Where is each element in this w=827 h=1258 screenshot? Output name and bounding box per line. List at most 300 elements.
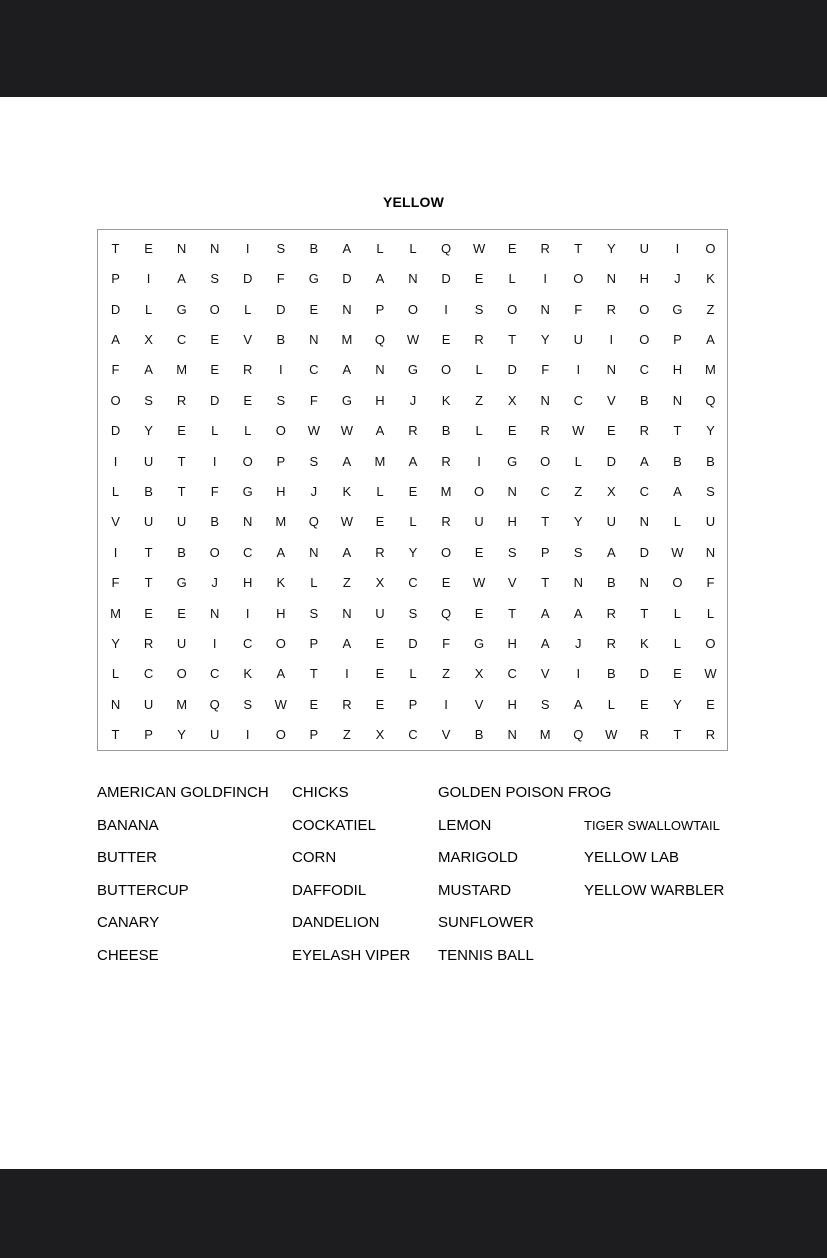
grid-letter: L: [144, 301, 153, 317]
grid-letter: X: [474, 666, 484, 682]
grid-letter: D: [110, 301, 121, 317]
grid-letter: V: [606, 392, 616, 408]
grid-letter: L: [310, 575, 318, 591]
grid-letter: O: [705, 240, 716, 256]
grid-letter: G: [176, 575, 187, 591]
grid-letter: L: [376, 483, 384, 499]
grid-letter: Y: [144, 423, 153, 439]
grid-letter: F: [541, 362, 550, 378]
grid-letter: K: [276, 575, 286, 591]
grid-letter: C: [408, 575, 418, 591]
word-item: YELLOW WARBLER: [584, 881, 725, 899]
grid-letter: E: [375, 696, 385, 712]
grid-letter: N: [176, 240, 187, 256]
grid-letter: A: [276, 544, 286, 560]
grid-letter: C: [540, 483, 550, 499]
grid-letter: N: [309, 331, 319, 347]
grid-letter: V: [441, 727, 451, 743]
grid-letter: C: [176, 331, 187, 347]
grid-letter: S: [309, 453, 319, 469]
grid-letter: G: [308, 271, 319, 287]
grid-letter: E: [177, 423, 186, 439]
grid-letter: E: [144, 240, 153, 256]
grid-letter: W: [307, 423, 320, 439]
grid-letter: A: [673, 483, 682, 499]
grid-letter: L: [244, 423, 252, 439]
grid-letter: N: [606, 362, 616, 378]
grid-letter: M: [341, 331, 353, 347]
grid-letter: U: [209, 727, 220, 743]
grid-letter: M: [275, 514, 287, 530]
word-item: CORN: [292, 849, 337, 867]
grid-letter: G: [341, 392, 352, 408]
grid-letter: E: [441, 331, 451, 347]
grid-letter: Y: [606, 240, 616, 256]
grid-letter: T: [508, 605, 517, 621]
grid-letter: C: [209, 666, 220, 682]
grid-letter: L: [508, 271, 516, 287]
grid-letter: B: [276, 331, 286, 347]
grid-letter: G: [672, 301, 683, 317]
grid-letter: Y: [177, 727, 186, 743]
grid-letter: O: [275, 423, 286, 439]
grid-letter: L: [706, 605, 715, 621]
grid-letter: E: [210, 331, 220, 347]
grid-letter: J: [310, 483, 318, 499]
grid-letter: A: [706, 331, 715, 347]
grid-letter: G: [407, 362, 419, 378]
grid-letter: D: [639, 544, 650, 560]
grid-letter: M: [374, 453, 386, 469]
grid-letter: G: [507, 453, 518, 469]
grid-letter: R: [705, 727, 716, 743]
grid-letter: Y: [540, 331, 550, 347]
grid-letter: N: [507, 727, 517, 743]
grid-letter: W: [472, 575, 486, 591]
grid-letter: B: [640, 392, 649, 408]
grid-letter: P: [144, 727, 153, 743]
grid-letter: W: [572, 423, 585, 439]
grid-letter: L: [475, 423, 483, 439]
grid-letter: H: [507, 636, 517, 652]
bottom-dark-bar: [0, 1169, 827, 1258]
grid-letter: M: [539, 727, 551, 743]
grid-letter: S: [540, 696, 550, 712]
grid-letter: T: [508, 331, 517, 347]
grid-letter: R: [540, 423, 550, 439]
word-item: SUNFLOWER: [438, 914, 534, 932]
grid-letter: R: [639, 727, 650, 743]
grid-letter: I: [609, 331, 614, 347]
grid-letter: D: [606, 453, 616, 469]
grid-letter: T: [640, 605, 649, 621]
grid-letter: P: [375, 301, 385, 317]
word-item: CHICKS: [292, 784, 349, 801]
grid-letter: O: [110, 392, 121, 408]
grid-letter: I: [245, 240, 250, 256]
grid-letter: L: [475, 362, 483, 378]
grid-letter: O: [639, 301, 650, 317]
grid-letter: R: [639, 423, 650, 439]
grid-letter: C: [639, 362, 650, 378]
word-item: AMERICAN GOLDFINCH: [97, 784, 269, 801]
grid-letter: S: [507, 544, 517, 560]
grid-letter: A: [606, 544, 616, 560]
grid-letter: U: [143, 696, 154, 712]
grid-letter: N: [540, 392, 550, 408]
grid-letter: R: [606, 605, 616, 621]
grid-letter: I: [576, 666, 581, 682]
grid-letter: F: [276, 271, 285, 287]
grid-letter: I: [444, 696, 448, 712]
grid-letter: I: [212, 453, 217, 469]
grid-letter: I: [212, 636, 217, 652]
grid-letter: L: [376, 240, 384, 256]
grid-letter: T: [673, 423, 682, 439]
grid-letter: C: [408, 727, 418, 743]
grid-letter: L: [409, 240, 417, 256]
word-item: [584, 782, 724, 815]
grid-letter: D: [507, 362, 517, 378]
grid-letter: W: [340, 423, 354, 439]
grid-letter: L: [409, 514, 417, 530]
grid-letter: K: [243, 666, 253, 682]
grid-letter: U: [639, 240, 650, 256]
grid-letter: S: [243, 696, 253, 712]
grid-letter: W: [605, 727, 618, 743]
grid-letter: I: [576, 362, 581, 378]
letter-grid: [97, 229, 728, 751]
grid-letter: S: [276, 392, 286, 408]
grid-letter: X: [606, 483, 616, 499]
grid-letter: D: [408, 636, 418, 652]
grid-letter: N: [110, 696, 121, 712]
grid-letter: J: [674, 271, 681, 287]
grid-letter: H: [375, 392, 385, 408]
grid-letter: Z: [574, 483, 583, 499]
grid-letter: G: [176, 301, 187, 317]
grid-letter: A: [342, 544, 352, 560]
grid-letter: N: [209, 240, 220, 256]
grid-letter: B: [210, 514, 220, 530]
grid-letter: R: [474, 331, 484, 347]
grid-letter: E: [673, 666, 682, 682]
grid-letter: F: [111, 362, 120, 378]
grid-letter: O: [407, 301, 419, 317]
word-item: LEMON: [438, 816, 492, 834]
grid-letter: A: [540, 636, 550, 652]
grid-letter: D: [342, 271, 352, 287]
grid-letter: V: [243, 331, 253, 347]
grid-letter: E: [408, 483, 418, 499]
grid-letter: H: [672, 362, 683, 378]
grid-letter: L: [211, 423, 219, 439]
grid-letter: U: [573, 331, 583, 347]
word-item: GOLDEN POISON FROG: [438, 784, 612, 801]
grid-letter: C: [573, 392, 583, 408]
word-item: EYELASH VIPER: [292, 946, 411, 964]
grid-letter: E: [640, 696, 649, 712]
grid-letter: E: [375, 514, 385, 530]
grid-letter: A: [276, 666, 286, 682]
grid-letter: P: [309, 727, 319, 743]
grid-letter: K: [640, 636, 649, 652]
grid-letter: I: [278, 362, 283, 378]
word-item: MUSTARD: [438, 881, 512, 899]
grid-letter: F: [309, 392, 318, 408]
puzzle-title: YELLOW: [382, 194, 445, 210]
grid-letter: A: [408, 453, 418, 469]
grid-letter: B: [441, 423, 451, 439]
grid-letter: W: [340, 514, 354, 530]
grid-letter: Y: [706, 423, 715, 439]
grid-letter: I: [543, 271, 548, 287]
grid-letter: E: [474, 544, 484, 560]
grid-letter: H: [276, 483, 286, 499]
grid-letter: M: [176, 362, 188, 378]
grid-letter: B: [177, 544, 186, 560]
grid-letter: T: [111, 240, 120, 256]
grid-letter: N: [639, 514, 650, 530]
grid-letter: C: [243, 544, 253, 560]
grid-letter: V: [540, 666, 550, 682]
grid-letter: L: [244, 301, 252, 317]
grid-letter: W: [704, 666, 717, 682]
grid-letter: F: [442, 636, 451, 652]
grid-letter: O: [209, 301, 220, 317]
grid-letter: S: [309, 605, 319, 621]
grid-letter: L: [574, 453, 582, 469]
grid-letter: I: [113, 453, 118, 469]
grid-letter: C: [143, 666, 154, 682]
grid-letter: R: [143, 636, 154, 652]
grid-letter: F: [210, 483, 219, 499]
grid-letter: N: [672, 392, 683, 408]
grid-letter: K: [441, 392, 451, 408]
grid-letter: E: [210, 362, 220, 378]
grid-letter: T: [309, 666, 318, 682]
grid-letter: Y: [573, 514, 583, 530]
grid-letter: X: [375, 727, 385, 743]
grid-letter: E: [177, 605, 186, 621]
grid-letter: R: [408, 423, 418, 439]
grid-letter: T: [574, 240, 583, 256]
grid-letter: I: [146, 271, 151, 287]
grid-letter: E: [507, 423, 517, 439]
grid-letter: K: [706, 271, 715, 287]
grid-letter: M: [176, 696, 188, 712]
grid-letter: L: [607, 696, 615, 712]
puzzle-page: [0, 97, 827, 1169]
grid-letter: C: [309, 362, 319, 378]
grid-letter: G: [474, 636, 485, 652]
grid-letter: N: [309, 544, 319, 560]
grid-letter: B: [706, 453, 715, 469]
grid-letter: E: [474, 271, 484, 287]
grid-letter: A: [111, 331, 120, 347]
grid-letter: T: [541, 514, 550, 530]
grid-letter: F: [111, 575, 120, 591]
grid-letter: B: [474, 727, 484, 743]
grid-letter: S: [573, 544, 583, 560]
grid-letter: C: [507, 666, 517, 682]
grid-letter: F: [706, 575, 715, 591]
grid-letter: O: [672, 575, 683, 591]
grid-letter: B: [309, 240, 319, 256]
grid-letter: H: [243, 575, 253, 591]
grid-letter: E: [309, 301, 319, 317]
word-item: COCKATIEL: [292, 816, 376, 834]
grid-letter: I: [477, 453, 481, 469]
word-item: CANARY: [97, 914, 160, 932]
grid-letter: P: [540, 544, 550, 560]
grid-letter: R: [342, 696, 352, 712]
grid-letter: S: [210, 271, 220, 287]
grid-letter: A: [375, 423, 385, 439]
word-item: DAFFODIL: [292, 881, 367, 899]
grid-letter: S: [474, 301, 484, 317]
grid-letter: M: [110, 605, 121, 621]
grid-letter: N: [606, 271, 616, 287]
grid-letter: Z: [706, 301, 715, 317]
grid-letter: A: [342, 240, 352, 256]
grid-letter: J: [409, 392, 417, 408]
word-item: DANDELION: [292, 914, 380, 932]
grid-letter: O: [507, 301, 518, 317]
grid-letter: N: [573, 575, 583, 591]
grid-letter: X: [375, 575, 385, 591]
grid-letter: E: [144, 605, 153, 621]
word-item: MARIGOLD: [438, 849, 519, 867]
grid-letter: R: [375, 544, 385, 560]
grid-letter: B: [606, 666, 616, 682]
grid-letter: S: [144, 392, 153, 408]
grid-letter: A: [342, 636, 352, 652]
grid-letter: T: [673, 727, 682, 743]
grid-letter: A: [144, 362, 153, 378]
grid-letter: L: [673, 605, 682, 621]
grid-letter: J: [211, 575, 218, 591]
grid-letter: B: [606, 575, 616, 591]
grid-letter: P: [309, 636, 319, 652]
grid-letter: R: [540, 240, 550, 256]
grid-letter: O: [209, 544, 220, 560]
grid-letter: C: [243, 636, 253, 652]
grid-letter: K: [342, 483, 352, 499]
grid-letter: H: [507, 696, 517, 712]
grid-letter: T: [144, 544, 153, 560]
grid-letter: N: [375, 362, 385, 378]
grid-letter: Z: [342, 727, 351, 743]
grid-letter: E: [441, 575, 451, 591]
grid-letter: W: [274, 696, 287, 712]
grid-letter: E: [375, 636, 385, 652]
grid-letter: A: [342, 362, 352, 378]
grid-letter: L: [111, 483, 120, 499]
grid-letter: R: [176, 392, 187, 408]
grid-letter: U: [143, 453, 154, 469]
grid-letter: Q: [440, 605, 452, 621]
grid-letter: E: [706, 696, 715, 712]
grid-letter: U: [143, 514, 154, 530]
grid-letter: S: [706, 483, 715, 499]
grid-letter: W: [406, 331, 420, 347]
grid-letter: U: [705, 514, 716, 530]
grid-letter: P: [276, 453, 286, 469]
grid-letter: D: [243, 271, 253, 287]
word-item: BUTTERCUP: [97, 881, 189, 899]
word-column-4: [584, 782, 724, 912]
grid-letter: V: [507, 575, 517, 591]
word-item: CHEESE: [97, 946, 159, 964]
grid-letter: Q: [705, 392, 716, 408]
word-item: TIGER SWALLOWTAIL: [584, 817, 720, 833]
grid-letter: Q: [440, 240, 452, 256]
top-dark-bar: [0, 0, 827, 97]
grid-letter: O: [176, 666, 187, 682]
grid-letter: Y: [111, 636, 120, 652]
grid-letter: N: [507, 483, 517, 499]
grid-letter: O: [275, 636, 286, 652]
grid-letter: D: [276, 301, 286, 317]
grid-letter: X: [507, 392, 517, 408]
grid-letter: T: [111, 727, 120, 743]
grid-letter: N: [209, 605, 220, 621]
grid-letter: N: [705, 544, 716, 560]
grid-letter: O: [705, 636, 716, 652]
word-list: [97, 782, 737, 982]
grid-letter: W: [671, 544, 684, 560]
grid-letter: Z: [475, 392, 484, 408]
grid-letter: O: [573, 271, 584, 287]
grid-letter: G: [242, 483, 253, 499]
grid-letter: Q: [209, 696, 220, 712]
grid-letter: N: [243, 514, 253, 530]
grid-letter: I: [113, 544, 118, 560]
grid-letter: L: [673, 636, 682, 652]
grid-letter: B: [673, 453, 682, 469]
grid-letter: Q: [308, 514, 319, 530]
grid-letter: R: [606, 636, 616, 652]
word-item: YELLOW LAB: [584, 849, 680, 867]
grid-letter: N: [540, 301, 550, 317]
grid-letter: U: [375, 605, 385, 621]
grid-letter: Z: [442, 666, 451, 682]
grid-letter: C: [639, 483, 650, 499]
grid-letter: U: [606, 514, 616, 530]
grid-letter: R: [243, 362, 253, 378]
grid-letter: Q: [573, 727, 584, 743]
grid-letter: O: [440, 362, 452, 378]
grid-letter: A: [640, 453, 649, 469]
grid-letter: W: [472, 240, 486, 256]
grid-letter: M: [440, 483, 452, 499]
word-column-2: [292, 782, 410, 978]
grid-letter: S: [276, 240, 286, 256]
grid-letter: E: [375, 666, 385, 682]
grid-letter: S: [408, 605, 418, 621]
grid-letter: T: [541, 575, 550, 591]
grid-letter: O: [639, 331, 650, 347]
grid-letter: E: [309, 696, 319, 712]
grid-letter: M: [705, 362, 716, 378]
word-item: BUTTER: [97, 849, 157, 867]
grid-letter: V: [111, 514, 120, 530]
grid-letter: D: [209, 392, 220, 408]
grid-letter: N: [342, 605, 352, 621]
grid-letter: B: [144, 483, 153, 499]
grid-letter: E: [243, 392, 253, 408]
